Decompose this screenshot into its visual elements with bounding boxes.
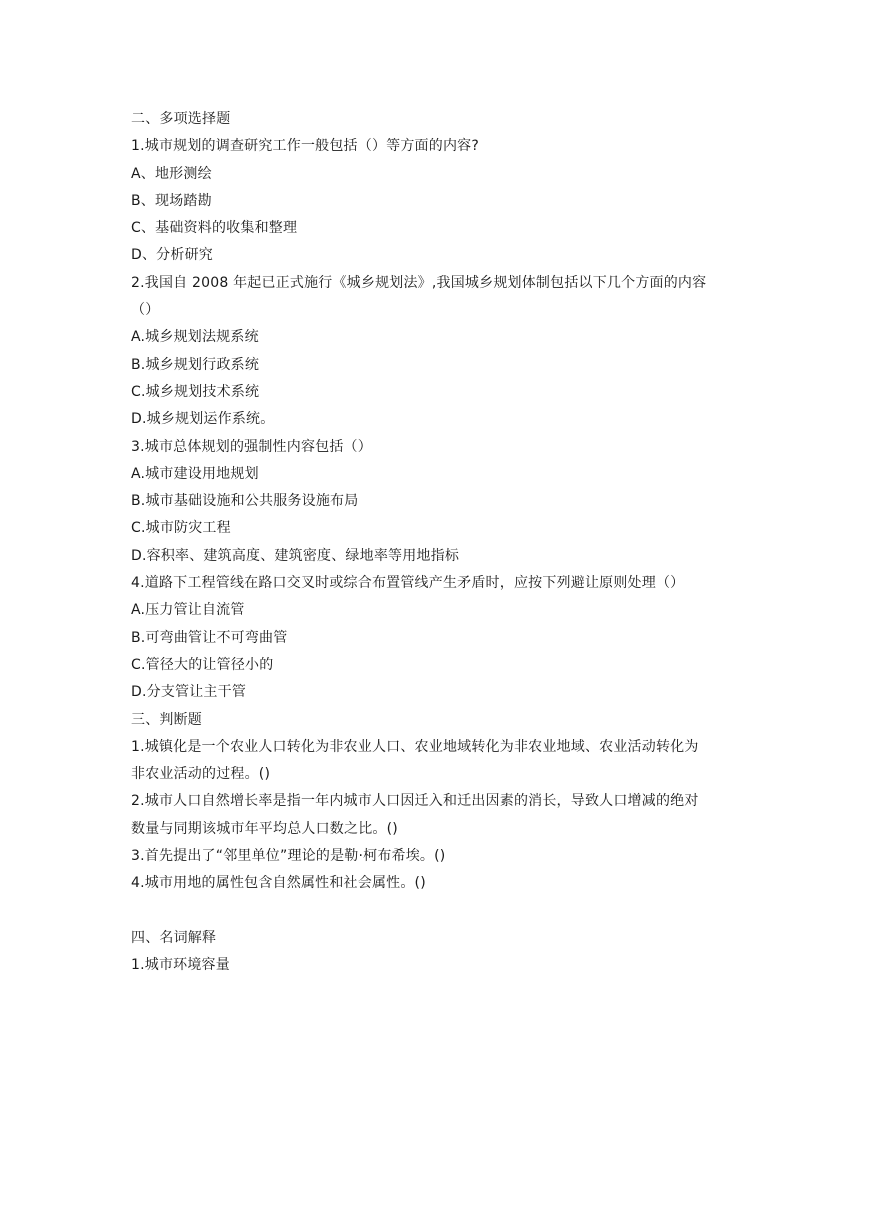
- option-b: B、现场踏勘: [131, 192, 212, 209]
- question-stem-line2: （）: [131, 302, 160, 319]
- option-b: B.城乡规划行政系统: [131, 356, 260, 373]
- section-heading-term-definition: 四、名词解释: [131, 929, 217, 946]
- question-2: [131, 270, 743, 434]
- option-c: C.城市防灾工程: [131, 520, 231, 537]
- option-a: A.压力管让自流管: [131, 602, 245, 619]
- blank-line: [131, 898, 743, 925]
- question-1: [131, 133, 743, 269]
- judgment-item-4: [131, 870, 743, 897]
- option-c: C、基础资料的收集和整理: [131, 220, 298, 237]
- option-d: D.分支管让主干管: [131, 684, 247, 701]
- option-c: C.城乡规划技术系统: [131, 383, 260, 400]
- judgment-text-line1: 2.城市人口自然增长率是指一年内城市人口因迁入和迁出因素的消长，导致人口增减的绝对: [131, 793, 699, 810]
- judgment-text-line2: 非农业活动的过程。(): [131, 766, 271, 783]
- term-item-1: 1.城市环境容量: [131, 956, 230, 973]
- judgment-text: 4.城市用地的属性包含自然属性和社会属性。(): [131, 875, 426, 892]
- section-heading-multiple-choice: 二、多项选择题: [131, 111, 231, 127]
- option-b: B.可弯曲管让不可弯曲管: [131, 629, 288, 646]
- option-d: D、分析研究: [131, 247, 213, 264]
- judgment-item-2: [131, 788, 743, 843]
- question-4: [131, 570, 743, 706]
- option-a: A.城乡规划法规系统: [131, 329, 259, 346]
- question-stem: 4.道路下工程管线在路口交叉时或综合布置管线产生矛盾时，应按下列避让原则处理（）: [131, 575, 685, 592]
- document-body: [131, 106, 743, 979]
- option-d: D.容积率、建筑高度、建筑密度、绿地率等用地指标: [131, 547, 460, 564]
- question-stem: 3.城市总体规划的强制性内容包括（）: [131, 438, 372, 455]
- option-a: A.城市建设用地规划: [131, 465, 259, 482]
- judgment-text: 3.首先提出了“邻里单位”理论的是勒·柯布希埃。(): [131, 848, 446, 865]
- question-3: [131, 434, 743, 570]
- judgment-item-1: [131, 734, 743, 789]
- option-d: D.城乡规划运作系统。: [131, 411, 275, 428]
- judgment-text-line1: 1.城镇化是一个农业人口转化为非农业人口、农业地域转化为非农业地域、农业活动转化为: [131, 738, 699, 755]
- option-b: B.城市基础设施和公共服务设施布局: [131, 493, 359, 510]
- question-stem-line1: 2.我国自 2008 年起已正式施行《城乡规划法》,我国城乡规划体制包括以下几个方面的内容: [131, 274, 707, 291]
- option-a: A、地形测绘: [131, 165, 212, 182]
- section-heading-true-false: 三、判断题: [131, 711, 202, 728]
- judgment-item-3: [131, 843, 743, 870]
- option-c: C.管径大的让管径小的: [131, 656, 274, 673]
- question-stem: 1.城市规划的调查研究工作一般包括（）等方面的内容?: [131, 138, 479, 155]
- judgment-text-line2: 数量与同期该城市年平均总人口数之比。(): [131, 820, 398, 837]
